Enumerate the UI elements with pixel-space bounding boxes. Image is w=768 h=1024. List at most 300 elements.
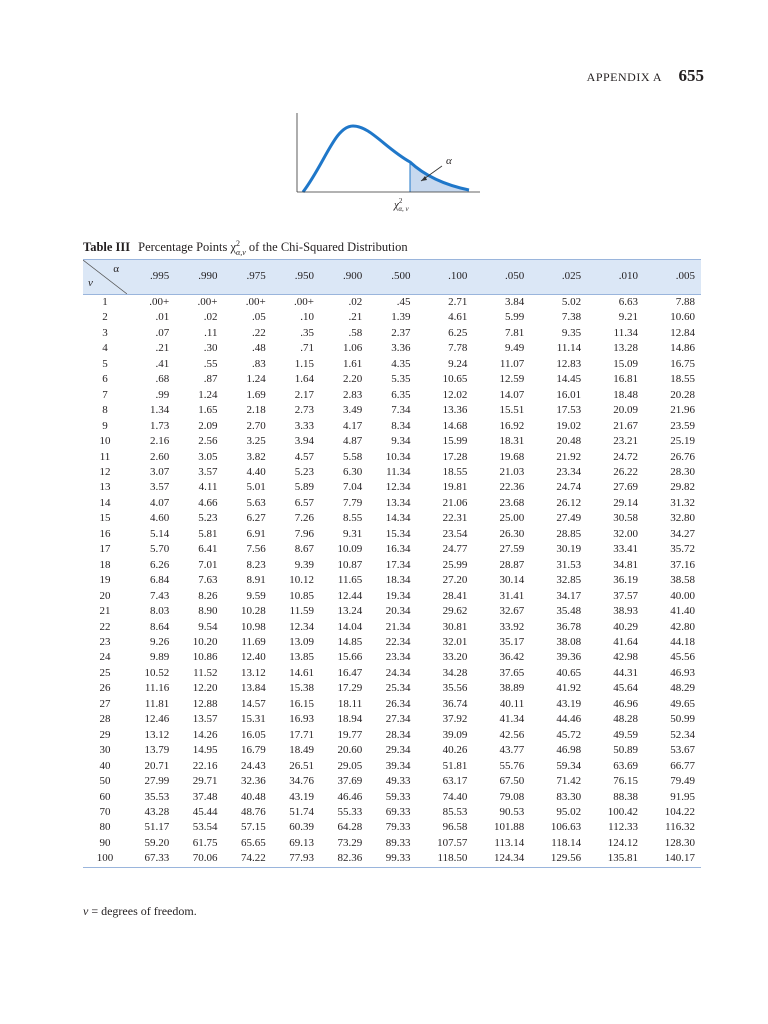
percentage-point-cell: 101.88 xyxy=(494,821,525,834)
table-caption xyxy=(83,239,408,257)
percentage-point-cell: 6.25 xyxy=(448,326,468,339)
percentage-point-cell: 70.06 xyxy=(175,851,223,867)
chi-subscript: α, ν xyxy=(398,205,409,213)
percentage-point-cell: 46.93 xyxy=(670,666,695,679)
percentage-point-cell: 37.16 xyxy=(670,558,695,571)
percentage-point-cell: 45.64 xyxy=(613,682,638,695)
percentage-point-cell: 26.22 xyxy=(613,465,638,478)
percentage-point-cell: 53.67 xyxy=(670,744,695,757)
percentage-point-cell: 5.23 xyxy=(294,465,314,478)
percentage-point-cell: 5.02 xyxy=(561,296,582,308)
percentage-point-cell: 2.60 xyxy=(150,450,170,463)
degrees-of-freedom-cell: 90 xyxy=(99,836,111,849)
column-header-alpha: .100 xyxy=(417,260,474,295)
percentage-point-cell: 7.26 xyxy=(294,512,314,525)
percentage-point-cell: 135.81 xyxy=(587,851,644,867)
percentage-point-cell: 6.30 xyxy=(343,465,363,478)
percentage-point-cell: 7.88 xyxy=(675,296,695,308)
percentage-point-cell: 16.81 xyxy=(613,373,638,386)
percentage-point-cell: 17.28 xyxy=(442,450,468,463)
percentage-point-cell: 7.78 xyxy=(448,342,468,355)
percentage-point-cell: .35 xyxy=(300,326,314,339)
percentage-point-cell: 24.72 xyxy=(613,450,638,463)
footnote xyxy=(83,904,197,919)
percentage-point-cell: 5.01 xyxy=(246,481,266,494)
percentage-point-cell: 1.64 xyxy=(294,373,314,386)
percentage-point-cell: 2.83 xyxy=(343,388,363,401)
table-row xyxy=(83,388,701,403)
percentage-point-cell: 38.58 xyxy=(670,574,695,587)
percentage-point-cell: 32.67 xyxy=(499,605,525,618)
percentage-point-cell: .01 xyxy=(155,311,170,324)
percentage-point-cell: 17.71 xyxy=(289,728,314,741)
percentage-point-cell: 96.58 xyxy=(442,821,468,834)
percentage-point-cell: 20.60 xyxy=(337,744,363,757)
percentage-point-cell: 21.34 xyxy=(385,620,411,633)
percentage-point-cell: 100.42 xyxy=(607,805,638,818)
table-row xyxy=(83,820,701,835)
percentage-point-cell: .21 xyxy=(348,311,363,324)
percentage-point-cell: 55.33 xyxy=(337,805,363,818)
percentage-point-cell: 13.34 xyxy=(385,496,411,509)
percentage-point-cell: 42.80 xyxy=(670,620,695,633)
degrees-of-freedom-cell: 1 xyxy=(102,296,108,308)
percentage-point-cell: 35.56 xyxy=(442,682,468,695)
percentage-point-cell: 48.28 xyxy=(613,713,638,726)
percentage-point-cell: 4.17 xyxy=(343,419,363,432)
percentage-point-cell: 2.16 xyxy=(150,435,170,448)
percentage-point-cell: 1.06 xyxy=(343,342,363,355)
percentage-point-cell: 23.54 xyxy=(442,527,468,540)
percentage-point-cell: 29.05 xyxy=(337,759,363,772)
percentage-point-cell: 31.53 xyxy=(556,558,582,571)
table-row xyxy=(83,558,701,573)
percentage-point-cell: .71 xyxy=(300,342,314,355)
percentage-point-cell: 28.87 xyxy=(499,558,525,571)
percentage-point-cell: 33.20 xyxy=(442,651,468,664)
percentage-point-cell: 9.34 xyxy=(391,435,411,448)
degrees-of-freedom-cell: 3 xyxy=(102,326,108,339)
percentage-point-cell: 14.86 xyxy=(670,342,695,355)
percentage-point-cell: 33.92 xyxy=(499,620,525,633)
percentage-point-cell: 12.34 xyxy=(385,481,411,494)
percentage-point-cell: 1.24 xyxy=(198,388,218,401)
percentage-point-cell: .11 xyxy=(204,326,218,339)
percentage-point-cell: 37.69 xyxy=(337,775,363,788)
percentage-point-cell: 26.30 xyxy=(499,527,525,540)
percentage-point-cell: 10.09 xyxy=(337,543,363,556)
percentage-point-cell: 74.40 xyxy=(442,790,468,803)
percentage-point-cell: 49.59 xyxy=(613,728,638,741)
percentage-point-cell: 9.35 xyxy=(561,326,582,339)
table-row xyxy=(83,527,701,542)
percentage-point-cell: 19.34 xyxy=(385,589,411,602)
percentage-point-cell: 42.98 xyxy=(613,651,638,664)
degrees-of-freedom-cell: 24 xyxy=(99,651,111,664)
percentage-point-cell: .00+ xyxy=(245,296,266,308)
table-row xyxy=(83,774,701,789)
caption-superscript: 2 xyxy=(236,239,241,248)
percentage-point-cell: 14.26 xyxy=(192,728,218,741)
percentage-point-cell: 12.44 xyxy=(337,589,363,602)
percentage-point-cell: 44.46 xyxy=(556,713,582,726)
percentage-point-cell: 4.40 xyxy=(246,465,266,478)
degrees-of-freedom-cell: 29 xyxy=(99,728,111,741)
percentage-point-cell: 11.81 xyxy=(144,697,170,710)
percentage-point-cell: 74.22 xyxy=(224,851,272,867)
percentage-point-cell: 32.00 xyxy=(613,527,638,540)
percentage-point-cell: 12.02 xyxy=(442,388,468,401)
percentage-point-cell: 32.80 xyxy=(670,512,695,525)
percentage-point-cell: 43.19 xyxy=(289,790,314,803)
table-header-row xyxy=(83,260,701,295)
table-row xyxy=(83,712,701,727)
percentage-point-cell: .10 xyxy=(300,311,314,324)
percentage-point-cell: 71.42 xyxy=(556,775,582,788)
percentage-point-cell: 1.34 xyxy=(150,404,170,417)
percentage-point-cell: 39.34 xyxy=(385,759,411,772)
critical-value-label xyxy=(393,197,410,213)
percentage-point-cell: 32.85 xyxy=(556,574,582,587)
percentage-point-cell: 12.40 xyxy=(241,651,266,664)
percentage-point-cell: 21.06 xyxy=(442,496,468,509)
degrees-of-freedom-cell: 6 xyxy=(102,373,108,386)
percentage-point-cell: 24.34 xyxy=(385,666,411,679)
percentage-point-cell: 13.12 xyxy=(241,666,266,679)
degrees-of-freedom-cell: 11 xyxy=(99,450,111,463)
percentage-point-cell: 33.41 xyxy=(613,543,638,556)
percentage-point-cell: 16.47 xyxy=(337,666,363,679)
percentage-point-cell: 118.14 xyxy=(551,836,582,849)
percentage-point-cell: 48.76 xyxy=(241,805,266,818)
table-number: Table III xyxy=(83,240,131,255)
percentage-point-cell: 15.09 xyxy=(613,357,638,370)
percentage-point-cell: 40.29 xyxy=(613,620,638,633)
column-header-alpha: .950 xyxy=(272,260,320,295)
percentage-point-cell: 11.14 xyxy=(556,342,582,355)
percentage-point-cell: 9.24 xyxy=(448,357,468,370)
percentage-point-cell: 79.33 xyxy=(385,821,411,834)
percentage-point-cell: 42.56 xyxy=(499,728,525,741)
percentage-point-cell: 29.62 xyxy=(442,605,468,618)
percentage-point-cell: 25.19 xyxy=(670,435,695,448)
percentage-point-cell: 32.01 xyxy=(442,635,468,648)
percentage-point-cell: .58 xyxy=(348,326,363,339)
percentage-point-cell: 67.33 xyxy=(127,851,175,867)
table-row xyxy=(83,357,701,372)
percentage-point-cell: 95.02 xyxy=(556,805,582,818)
percentage-point-cell: 49.65 xyxy=(670,697,695,710)
percentage-point-cell: 6.91 xyxy=(246,527,266,540)
percentage-point-cell: 18.55 xyxy=(670,373,695,386)
degrees-of-freedom-cell: 15 xyxy=(99,512,111,525)
percentage-point-cell: 7.38 xyxy=(561,311,582,324)
percentage-point-cell: 31.41 xyxy=(499,589,525,602)
percentage-point-cell: 9.31 xyxy=(343,527,363,540)
percentage-point-cell: 35.17 xyxy=(499,635,525,648)
percentage-point-cell: .21 xyxy=(155,342,170,355)
percentage-point-cell: 1.65 xyxy=(198,404,218,417)
density-curve xyxy=(303,126,469,192)
corner-nu-label: ν xyxy=(88,276,93,289)
table-row xyxy=(83,542,701,557)
percentage-point-cell: 37.65 xyxy=(499,666,525,679)
percentage-point-cell: 20.28 xyxy=(670,388,695,401)
percentage-point-cell: 15.34 xyxy=(385,527,411,540)
footnote-symbol: ν xyxy=(83,904,89,918)
percentage-point-cell: 82.36 xyxy=(320,851,368,867)
percentage-point-cell: 43.28 xyxy=(144,805,170,818)
percentage-point-cell: 29.71 xyxy=(192,775,218,788)
percentage-point-cell: 31.32 xyxy=(670,496,695,509)
column-header-alpha: .005 xyxy=(644,260,701,295)
percentage-point-cell: 26.51 xyxy=(289,759,314,772)
percentage-point-cell: 63.69 xyxy=(613,759,638,772)
caption-text-pre: Percentage Points χ xyxy=(138,240,237,255)
percentage-point-cell: 91.95 xyxy=(670,790,695,803)
percentage-point-cell: .00+ xyxy=(149,296,170,308)
percentage-point-cell: 18.31 xyxy=(499,435,525,448)
percentage-point-cell: .68 xyxy=(155,373,170,386)
percentage-point-cell: 2.20 xyxy=(343,373,363,386)
percentage-point-cell: 30.81 xyxy=(442,620,468,633)
percentage-point-cell: 19.02 xyxy=(556,419,582,432)
degrees-of-freedom-cell: 26 xyxy=(99,682,111,695)
percentage-point-cell: 89.33 xyxy=(385,836,411,849)
percentage-point-cell: 11.69 xyxy=(241,635,266,648)
percentage-point-cell: 34.76 xyxy=(289,775,314,788)
percentage-point-cell: 5.81 xyxy=(198,527,218,540)
percentage-point-cell: 3.36 xyxy=(391,342,411,355)
percentage-point-cell: 1.39 xyxy=(391,311,411,324)
percentage-point-cell: 11.52 xyxy=(193,666,218,679)
percentage-point-cell: 48.29 xyxy=(670,682,695,695)
table-row xyxy=(83,681,701,696)
percentage-point-cell: 8.55 xyxy=(343,512,363,525)
percentage-point-cell: 14.57 xyxy=(241,697,266,710)
percentage-point-cell: 21.92 xyxy=(556,450,582,463)
percentage-point-cell: 13.24 xyxy=(337,605,363,618)
percentage-point-cell: 30.58 xyxy=(613,512,638,525)
percentage-point-cell: 23.68 xyxy=(499,496,525,509)
degrees-of-freedom-cell: 80 xyxy=(99,821,111,834)
degrees-of-freedom-cell: 21 xyxy=(99,605,111,618)
percentage-point-cell: 107.57 xyxy=(437,836,468,849)
corner-cell xyxy=(83,260,127,295)
percentage-point-cell: 9.54 xyxy=(198,620,218,633)
chi-squared-density-figure xyxy=(290,108,490,218)
percentage-point-cell: 67.50 xyxy=(499,775,525,788)
degrees-of-freedom-cell: 27 xyxy=(99,697,111,710)
degrees-of-freedom-cell: 19 xyxy=(99,574,111,587)
percentage-point-cell: 1.73 xyxy=(150,419,170,432)
percentage-point-cell: .87 xyxy=(203,373,218,386)
column-header-alpha: .025 xyxy=(530,260,587,295)
percentage-point-cell: 41.64 xyxy=(613,635,638,648)
percentage-point-cell: 43.77 xyxy=(499,744,525,757)
percentage-point-cell: 37.48 xyxy=(192,790,218,803)
percentage-point-cell: 46.96 xyxy=(613,697,638,710)
percentage-point-cell: 14.04 xyxy=(337,620,363,633)
percentage-point-cell: 1.69 xyxy=(246,388,266,401)
percentage-point-cell: 2.56 xyxy=(198,435,218,448)
percentage-point-cell: 73.29 xyxy=(337,836,363,849)
degrees-of-freedom-cell: 8 xyxy=(102,404,108,417)
percentage-point-cell: 11.34 xyxy=(613,326,638,339)
percentage-point-cell: 40.65 xyxy=(556,666,582,679)
percentage-point-cell: 26.12 xyxy=(556,496,582,509)
degrees-of-freedom-cell: 25 xyxy=(99,666,111,679)
percentage-point-cell: 8.64 xyxy=(150,620,170,633)
percentage-point-cell: .02 xyxy=(348,296,363,308)
percentage-point-cell: 8.03 xyxy=(150,605,170,618)
percentage-point-cell: 112.33 xyxy=(608,821,638,834)
percentage-point-cell: 24.77 xyxy=(442,543,468,556)
percentage-point-cell: 17.29 xyxy=(337,682,363,695)
percentage-point-cell: 116.32 xyxy=(665,821,695,834)
degrees-of-freedom-cell: 2 xyxy=(102,311,108,324)
percentage-point-cell: 10.28 xyxy=(241,605,266,618)
column-header-alpha: .900 xyxy=(320,260,368,295)
percentage-point-cell: 15.99 xyxy=(442,435,468,448)
percentage-point-cell: 16.79 xyxy=(241,744,266,757)
percentage-point-cell: 29.14 xyxy=(613,496,638,509)
percentage-point-cell: 21.03 xyxy=(499,465,525,478)
percentage-point-cell: 51.17 xyxy=(144,821,170,834)
percentage-point-cell: .45 xyxy=(396,296,411,308)
percentage-point-cell: 3.94 xyxy=(294,435,314,448)
percentage-point-cell: 38.93 xyxy=(613,605,638,618)
percentage-point-cell: 69.13 xyxy=(289,836,314,849)
percentage-point-cell: 22.16 xyxy=(192,759,218,772)
table-row xyxy=(83,728,701,743)
percentage-point-cell: 40.26 xyxy=(442,744,468,757)
percentage-point-cell: 13.85 xyxy=(289,651,314,664)
percentage-point-cell: 77.93 xyxy=(272,851,320,867)
table-row xyxy=(83,836,701,851)
percentage-point-cell: 22.36 xyxy=(499,481,525,494)
percentage-point-cell: 27.99 xyxy=(144,775,170,788)
percentage-point-cell: 14.61 xyxy=(289,666,314,679)
percentage-point-cell: 7.79 xyxy=(343,496,363,509)
percentage-point-cell: 57.15 xyxy=(241,821,266,834)
percentage-point-cell: 14.95 xyxy=(192,744,218,757)
percentage-point-cell: 63.17 xyxy=(442,775,468,788)
column-header-alpha: .050 xyxy=(473,260,530,295)
percentage-point-cell: 45.56 xyxy=(670,651,695,664)
percentage-point-cell: 12.20 xyxy=(192,682,218,695)
percentage-point-cell: 11.16 xyxy=(144,682,170,695)
percentage-point-cell: 18.48 xyxy=(613,388,638,401)
percentage-point-cell: 12.83 xyxy=(556,357,582,370)
percentage-point-cell: 11.07 xyxy=(499,357,525,370)
caption-subscript: α,ν xyxy=(236,247,246,257)
percentage-point-cell: 6.57 xyxy=(294,496,314,509)
percentage-point-cell: 41.92 xyxy=(556,682,582,695)
degrees-of-freedom-cell: 17 xyxy=(99,543,111,556)
percentage-point-cell: .00+ xyxy=(197,296,218,308)
percentage-point-cell: 17.53 xyxy=(556,404,582,417)
percentage-point-cell: 22.34 xyxy=(385,635,411,648)
percentage-point-cell: 4.07 xyxy=(150,496,170,509)
degrees-of-freedom-cell: 10 xyxy=(99,435,111,448)
percentage-point-cell: 36.19 xyxy=(613,574,638,587)
percentage-point-cell: 26.34 xyxy=(385,697,411,710)
percentage-point-cell: 52.34 xyxy=(670,728,695,741)
percentage-point-cell: 45.72 xyxy=(556,728,582,741)
percentage-point-cell: 14.34 xyxy=(385,512,411,525)
percentage-point-cell: 39.09 xyxy=(442,728,468,741)
table-body xyxy=(83,295,701,868)
percentage-point-cell: 29.82 xyxy=(670,481,695,494)
percentage-point-cell: 27.20 xyxy=(442,574,468,587)
percentage-point-cell: 88.38 xyxy=(613,790,638,803)
percentage-point-cell: 34.17 xyxy=(556,589,582,602)
table-row xyxy=(83,759,701,774)
percentage-point-cell: 13.57 xyxy=(192,713,218,726)
percentage-point-cell: 18.34 xyxy=(385,574,411,587)
table-row xyxy=(83,341,701,356)
percentage-point-cell: 10.65 xyxy=(442,373,468,386)
percentage-point-cell: 59.33 xyxy=(385,790,411,803)
percentage-point-cell: 26.76 xyxy=(670,450,695,463)
percentage-point-cell: 23.59 xyxy=(670,419,695,432)
percentage-point-cell: 12.84 xyxy=(670,326,695,339)
percentage-point-cell: 8.91 xyxy=(246,574,266,587)
percentage-point-cell: 3.82 xyxy=(246,450,266,463)
percentage-point-cell: .02 xyxy=(203,311,218,324)
percentage-point-cell: 4.57 xyxy=(294,450,314,463)
degrees-of-freedom-cell: 7 xyxy=(102,388,108,401)
percentage-point-cell: 35.72 xyxy=(670,543,695,556)
degrees-of-freedom-cell: 30 xyxy=(99,744,111,757)
percentage-point-cell: 38.08 xyxy=(556,635,582,648)
percentage-point-cell: 20.71 xyxy=(144,759,170,772)
percentage-point-cell: 5.70 xyxy=(150,543,170,556)
chi-superscript: 2 xyxy=(398,197,403,205)
percentage-point-cell: 23.34 xyxy=(385,651,411,664)
percentage-point-cell: 5.58 xyxy=(343,450,363,463)
percentage-point-cell: 5.23 xyxy=(198,512,218,525)
percentage-point-cell: 32.36 xyxy=(241,775,266,788)
table-row xyxy=(83,650,701,665)
table-row xyxy=(83,635,701,650)
percentage-point-cell: 18.49 xyxy=(289,744,314,757)
percentage-point-cell: 79.49 xyxy=(670,775,695,788)
percentage-point-cell: 36.74 xyxy=(442,697,468,710)
percentage-point-cell: 118.50 xyxy=(417,851,474,867)
percentage-point-cell: 128.30 xyxy=(664,836,695,849)
percentage-point-cell: 34.27 xyxy=(670,527,695,540)
percentage-point-cell: 2.73 xyxy=(294,404,314,417)
page-number: 655 xyxy=(678,66,704,85)
percentage-point-cell: 66.77 xyxy=(670,759,695,772)
percentage-point-cell: 28.34 xyxy=(385,728,411,741)
percentage-point-cell: 51.81 xyxy=(442,759,468,772)
percentage-point-cell: 8.34 xyxy=(391,419,411,432)
table-row xyxy=(83,480,701,495)
percentage-point-cell: 8.90 xyxy=(198,605,218,618)
percentage-point-cell: 37.92 xyxy=(442,713,468,726)
percentage-point-cell: 11.65 xyxy=(337,574,363,587)
percentage-point-cell: 46.98 xyxy=(556,744,582,757)
percentage-point-cell: 37.57 xyxy=(613,589,638,602)
percentage-point-cell: 5.14 xyxy=(150,527,170,540)
percentage-point-cell: 6.84 xyxy=(150,574,170,587)
percentage-point-cell: 7.04 xyxy=(343,481,363,494)
percentage-point-cell: 29.34 xyxy=(385,744,411,757)
degrees-of-freedom-cell: 5 xyxy=(102,357,108,370)
